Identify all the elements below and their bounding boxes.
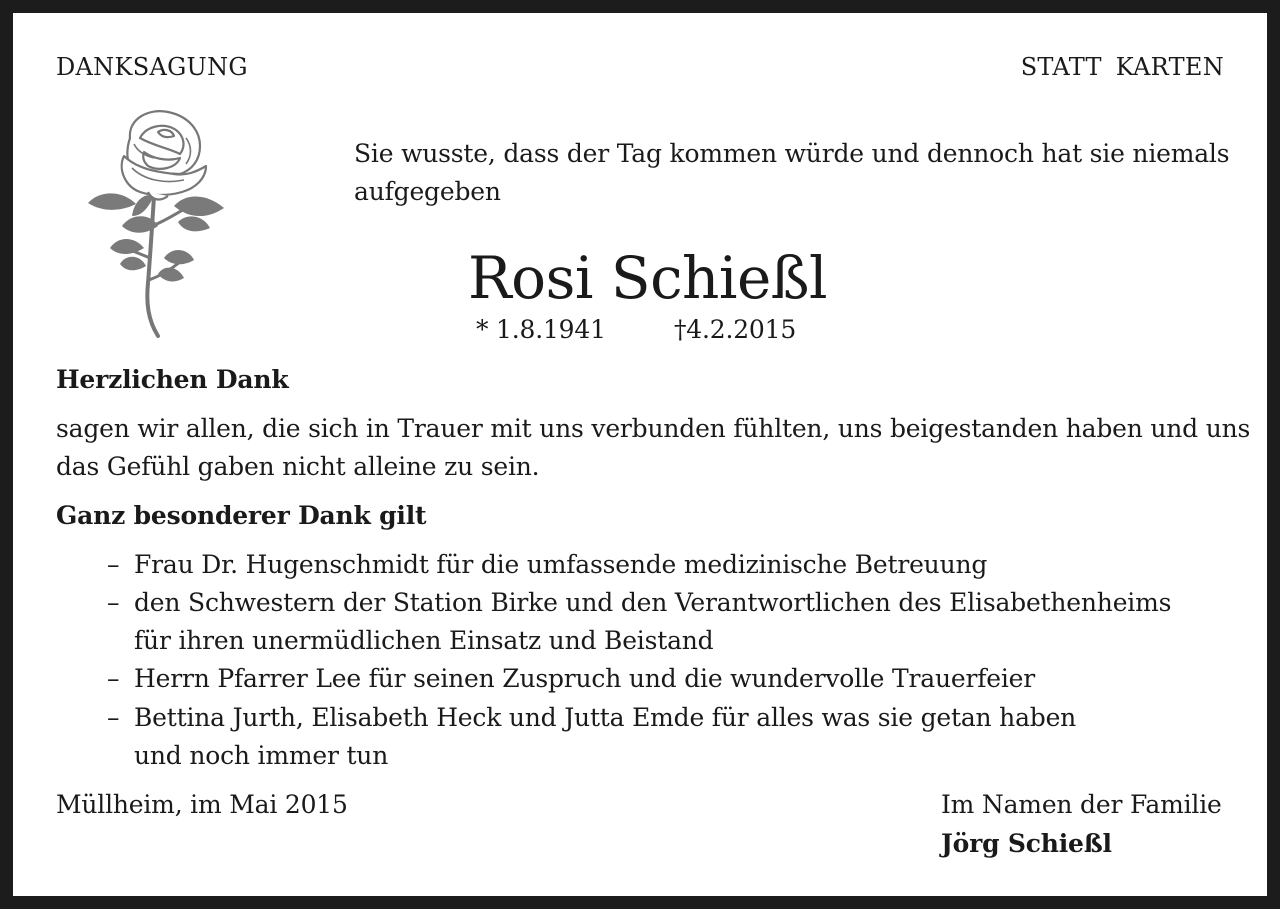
signer-name: Jörg Schießl <box>941 829 1112 858</box>
special-thanks-heading: Ganz besonderer Dank gilt <box>56 501 427 530</box>
thanks-line-1: sagen wir allen, die sich in Trauer mit uns verbunden fühlten, uns beigestanden haben und uns <box>56 414 1251 443</box>
family-label: Im Namen der Familie <box>941 790 1222 819</box>
header-danksagung: DANKSAGUNG <box>56 53 248 81</box>
list-item-1: Frau Dr. Hugenschmidt für die umfassende medizinische Betreuung <box>134 550 988 579</box>
quote-line-2: aufgegeben <box>354 177 501 206</box>
header-statt-karten: STATT KARTEN <box>1020 53 1224 81</box>
deceased-name: Rosi Schießl <box>468 244 828 312</box>
quote-line-1: Sie wusste, dass der Tag kommen würde und dennoch hat sie niemals <box>354 139 1230 168</box>
place-date: Müllheim, im Mai 2015 <box>56 790 348 819</box>
thanks-heading: Herzlichen Dank <box>56 365 289 394</box>
list-item-4-cont: und noch immer tun <box>134 741 389 770</box>
list-item-4: Bettina Jurth, Elisabeth Heck und Jutta Emde für alles was sie getan haben <box>134 703 1077 732</box>
rose-icon <box>88 108 228 340</box>
list-item-2: den Schwestern der Station Birke und den Verantwortlichen des Elisabethenheims <box>134 588 1172 617</box>
list-item-2-cont: für ihren unermüdlichen Einsatz und Beistand <box>134 626 714 655</box>
thanks-line-2: das Gefühl gaben nicht alleine zu sein. <box>56 452 540 481</box>
list-item-dash: – <box>107 550 120 579</box>
list-item-dash: – <box>107 664 120 693</box>
list-item-3: Herrn Pfarrer Lee für seinen Zuspruch und die wundervolle Trauerfeier <box>134 664 1035 693</box>
death-date: †4.2.2015 <box>674 315 797 344</box>
list-item-dash: – <box>107 588 120 617</box>
list-item-dash: – <box>107 703 120 732</box>
birth-date: * 1.8.1941 <box>476 315 606 344</box>
